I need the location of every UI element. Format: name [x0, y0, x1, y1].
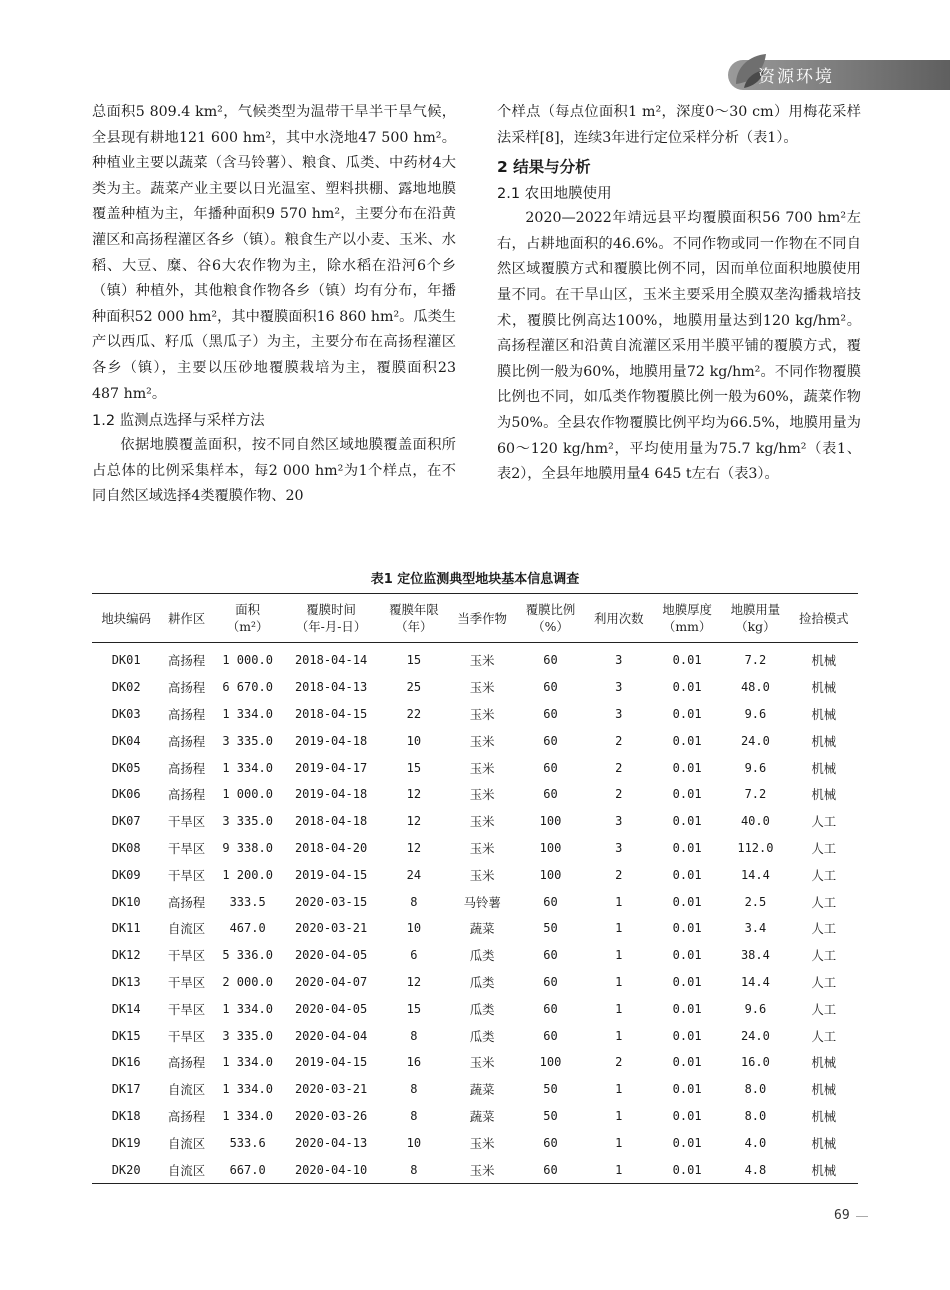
- table-cell: 机械: [811, 1108, 837, 1124]
- table-cell: 0.01: [672, 921, 702, 936]
- table-header-cell: [516, 594, 584, 643]
- table-cell: 1: [615, 1135, 623, 1150]
- table-header-cell: [92, 594, 160, 643]
- table-cell: DK05: [111, 760, 141, 775]
- table-cell: 100: [539, 814, 562, 829]
- table-cell: 2018-04-20: [294, 840, 368, 855]
- table-cell: 玉米: [469, 733, 495, 749]
- table-cell: DK04: [111, 733, 141, 748]
- table-cell: 8.0: [744, 1108, 767, 1123]
- table-cell: 60: [543, 1001, 558, 1016]
- paragraph: 总面积5 809.4 km²，气候类型为温带干旱半干旱气候，全县现有耕地121 600 hm²，其中水浇地47 500 hm²。种植业主要以蔬菜（含马铃薯）、粮食、瓜类、中药材4大类为主。蔬菜产业主要以日光温室、塑料拱棚、露地地膜覆盖种植为主，年播种面积9 570 hm²，主要分布在沿黄灌区和高扬程灌区各乡（镇）。粮食生产以小麦、玉米、水稻、大豆、糜、谷6大农作物为主，除水稻在沿河6个乡（镇）种植外，其他粮食作物各乡（镇）均有分布，年播种面积52 000 hm²，其中覆膜面积16 860 hm²。瓜类生产以西瓜、籽瓜（黑瓜子）为主，主要分布在高扬程灌区各乡（镇），主要以压砂地覆膜栽培为主，覆膜面积23 487 hm²。: [92, 104, 456, 402]
- header-label: 地膜厚度: [662, 602, 712, 617]
- page-number: 69: [834, 1208, 850, 1223]
- table-caption: 表1 定位监测典型地块基本信息调查: [370, 572, 580, 587]
- table-cell: 人工: [811, 867, 837, 883]
- table-cell: 瓜类: [469, 1028, 495, 1044]
- section-header-title: 资源环境: [758, 67, 834, 87]
- table-cell: 1: [615, 974, 623, 989]
- table-cell: 2020-04-04: [294, 1028, 368, 1043]
- right-column: [497, 100, 861, 488]
- table-cell: 333.5: [229, 894, 266, 909]
- table-cell: DK07: [111, 814, 141, 829]
- table-cell: 1: [615, 1028, 623, 1043]
- table-cell: 玉米: [469, 760, 495, 776]
- header-unit: （m²）: [226, 619, 269, 634]
- table-cell: 4.8: [744, 1162, 767, 1177]
- header-label: 覆膜比例: [525, 602, 576, 617]
- table-cell: 高扬程: [167, 1055, 206, 1071]
- table-cell: 3: [615, 814, 623, 829]
- table-cell: DK14: [111, 1001, 141, 1016]
- table-cell: 机械: [811, 1135, 837, 1151]
- table-cell: 5 336.0: [222, 948, 273, 963]
- table-cell: 100: [539, 840, 562, 855]
- table-cell: 15: [406, 653, 422, 668]
- table-cell: 2: [615, 787, 623, 802]
- table-cell: 12: [406, 974, 422, 989]
- header-label: 面积: [235, 602, 261, 617]
- table-cell: 干旱区: [167, 840, 206, 856]
- table-cell: 马铃薯: [463, 894, 501, 910]
- table-cell: 人工: [811, 1028, 837, 1044]
- table-cell: 3 335.0: [222, 733, 273, 748]
- table-cell: 人工: [811, 840, 837, 856]
- table-cell: DK10: [111, 894, 141, 909]
- subsection-heading: 1.2 监测点选择与采样方法: [92, 413, 265, 430]
- table-cell: 1: [615, 921, 623, 936]
- table-cell: 8: [410, 894, 418, 909]
- table-cell: DK17: [111, 1082, 141, 1097]
- table-cell: 0.01: [672, 894, 702, 909]
- header-label: 覆膜年限: [389, 602, 439, 617]
- table-cell: DK15: [111, 1028, 141, 1043]
- table-cell: 10: [406, 733, 422, 748]
- header-label: 捡拾模式: [799, 610, 849, 626]
- table-cell: 24.0: [740, 1028, 770, 1043]
- table-cell: 60: [543, 706, 558, 721]
- table-row: [92, 915, 858, 942]
- header-unit: （kg）: [735, 619, 776, 634]
- table-cell: 人工: [811, 974, 837, 990]
- table-cell: 2020-04-07: [294, 974, 368, 989]
- table-header-cell: [653, 594, 721, 643]
- table-cell: DK12: [111, 948, 141, 963]
- table-cell: 自流区: [167, 1135, 206, 1151]
- table-cell: 2: [615, 1055, 623, 1070]
- table-cell: DK08: [111, 840, 141, 855]
- table-body: [92, 643, 858, 1184]
- table-cell: 8: [410, 1108, 418, 1123]
- table-cell: 60: [543, 894, 558, 909]
- table-cell: 14.4: [740, 867, 770, 882]
- table-cell: 瓜类: [469, 1001, 495, 1017]
- table-cell: 533.6: [229, 1135, 266, 1150]
- table-cell: 40.0: [740, 814, 770, 829]
- table-row: [92, 861, 858, 888]
- table-cell: 38.4: [740, 948, 770, 963]
- table-cell: 机械: [811, 1082, 837, 1098]
- header-label: 地块编码: [101, 610, 151, 626]
- table-cell: 9.6: [744, 1001, 767, 1016]
- table-cell: 1 334.0: [222, 706, 273, 721]
- table-cell: 机械: [811, 1162, 837, 1178]
- table-cell: 干旱区: [167, 948, 206, 964]
- table-cell: 0.01: [672, 787, 702, 802]
- table-cell: 2018-04-15: [294, 706, 368, 721]
- table-cell: 100: [539, 867, 562, 882]
- paragraph: 个样点（每点位面积1 m²，深度0～30 cm）用梅花采样法采样[8]，连续3年进行定位采样分析（表1）。: [497, 104, 861, 146]
- table-cell: 2020-03-15: [294, 894, 368, 909]
- table-cell: 机械: [811, 787, 837, 803]
- table-header-cell: [160, 594, 213, 643]
- table-cell: DK03: [111, 706, 141, 721]
- table-cell: 0.01: [672, 706, 702, 721]
- table-row: [92, 888, 858, 915]
- subsection-heading: 2.1 农田地膜使用: [497, 186, 612, 203]
- header-unit: （年）: [395, 619, 433, 634]
- table-cell: 机械: [811, 680, 837, 696]
- table-cell: 机械: [811, 760, 837, 776]
- table-cell: 2018-04-14: [294, 653, 368, 668]
- table-cell: 1: [615, 948, 623, 963]
- table-row: [92, 754, 858, 781]
- table-cell: 8: [410, 1162, 418, 1177]
- table-cell: DK16: [111, 1055, 141, 1070]
- header-label: 覆膜时间: [306, 602, 356, 617]
- table-cell: 10: [406, 921, 422, 936]
- table-cell: 9 338.0: [222, 840, 273, 855]
- table-header-cell: [585, 594, 653, 643]
- table-cell: 干旱区: [167, 1028, 206, 1044]
- table-header-cell: [380, 594, 448, 643]
- table-cell: 100: [539, 1055, 562, 1070]
- table-cell: 1 334.0: [222, 1108, 273, 1123]
- table-cell: 60: [543, 974, 558, 989]
- table-cell: 0.01: [672, 760, 702, 775]
- table-cell: 玉米: [469, 653, 495, 669]
- table-cell: 2018-04-13: [294, 680, 368, 695]
- table-cell: 2019-04-18: [294, 787, 368, 802]
- header-label: 当季作物: [457, 610, 507, 626]
- table-cell: 6 670.0: [222, 680, 273, 695]
- table-cell: 2019-04-18: [294, 733, 368, 748]
- table-cell: DK11: [111, 921, 141, 936]
- table-cell: DK06: [111, 787, 141, 802]
- table-cell: 2020-03-21: [294, 921, 368, 936]
- table-cell: 1: [615, 1082, 623, 1097]
- table-cell: 3: [615, 653, 623, 668]
- table-cell: 2.5: [744, 894, 767, 909]
- table-row: [92, 727, 858, 754]
- table-row: [92, 1049, 858, 1076]
- table-cell: 自流区: [167, 1162, 206, 1178]
- table-cell: 干旱区: [167, 974, 206, 990]
- table-row: [92, 1022, 858, 1049]
- table-cell: 60: [543, 680, 558, 695]
- table-cell: 玉米: [469, 814, 495, 830]
- table-cell: 2 000.0: [222, 974, 273, 989]
- paragraph: 依据地膜覆盖面积，按不同自然区域地膜覆盖面积所占总体的比例采集样本，每2 000 hm²为1个样点，在不同自然区域选择4类覆膜作物、20: [92, 437, 456, 505]
- table-cell: DK09: [111, 867, 141, 882]
- table-cell: 玉米: [469, 840, 495, 856]
- table-cell: 机械: [811, 653, 837, 669]
- table-header-row: [92, 594, 858, 643]
- table-cell: 干旱区: [167, 1001, 206, 1017]
- table-cell: 14.4: [740, 974, 770, 989]
- header-label: 利用次数: [594, 610, 644, 626]
- table-cell: DK18: [111, 1108, 141, 1123]
- table-cell: 1 000.0: [222, 653, 273, 668]
- table-cell: 2020-03-21: [294, 1082, 368, 1097]
- table-cell: 1: [615, 1108, 623, 1123]
- table-cell: 玉米: [469, 787, 495, 803]
- table-cell: 1: [615, 894, 623, 909]
- table-cell: 7.2: [744, 653, 767, 668]
- table-header-cell: [213, 594, 283, 643]
- table-cell: 112.0: [737, 840, 774, 855]
- header-label: 地膜用量: [730, 602, 781, 617]
- table-row: [92, 1156, 858, 1183]
- table-row: [92, 1103, 858, 1130]
- table-cell: 高扬程: [167, 894, 206, 910]
- table-cell: 高扬程: [167, 1108, 206, 1124]
- table-cell: 2: [615, 760, 623, 775]
- left-column: [92, 100, 456, 510]
- table-cell: 9.6: [744, 760, 767, 775]
- table-cell: 0.01: [672, 1082, 702, 1097]
- table-cell: 0.01: [672, 867, 702, 882]
- table-cell: 机械: [811, 706, 837, 722]
- table-cell: 机械: [811, 1055, 837, 1071]
- table-cell: 2020-04-13: [294, 1135, 368, 1150]
- table-cell: 1 200.0: [222, 867, 273, 882]
- table-cell: 瓜类: [469, 974, 495, 990]
- table-cell: 12: [406, 787, 422, 802]
- table-cell: 0.01: [672, 1055, 702, 1070]
- table-cell: 3: [615, 840, 623, 855]
- table-cell: 蔬菜: [469, 1108, 495, 1124]
- table-cell: 玉米: [469, 706, 495, 722]
- table-cell: 2018-04-18: [294, 814, 368, 829]
- header-unit: （年-月-日）: [295, 619, 367, 634]
- table-cell: 60: [543, 948, 558, 963]
- table-cell: 667.0: [229, 1162, 266, 1177]
- table-row: [92, 808, 858, 835]
- table-cell: 2020-04-05: [294, 948, 368, 963]
- table-cell: 2020-03-26: [294, 1108, 368, 1123]
- table-cell: 60: [543, 1028, 558, 1043]
- table-row: [92, 781, 858, 808]
- table-cell: 60: [543, 787, 558, 802]
- table-cell: 高扬程: [167, 653, 206, 669]
- data-table: [92, 593, 858, 1184]
- section-heading: 2 结果与分析: [497, 158, 591, 177]
- table-cell: 3: [615, 680, 623, 695]
- table-cell: 0.01: [672, 680, 702, 695]
- table-cell: 0.01: [672, 974, 702, 989]
- table-cell: 3 335.0: [222, 1028, 273, 1043]
- table-cell: 1: [615, 1162, 623, 1177]
- table-cell: 人工: [811, 1001, 837, 1017]
- table-cell: 0.01: [672, 1108, 702, 1123]
- table-cell: 2020-04-05: [294, 1001, 368, 1016]
- table-cell: 1 334.0: [222, 1001, 273, 1016]
- table-cell: 干旱区: [167, 867, 206, 883]
- table-cell: 1 334.0: [222, 1055, 273, 1070]
- table-cell: 玉米: [469, 1162, 495, 1178]
- header-unit: （mm）: [662, 619, 712, 634]
- table-cell: 24: [406, 867, 422, 882]
- table-row: [92, 942, 858, 969]
- table-cell: 0.01: [672, 653, 702, 668]
- table-cell: 60: [543, 1162, 558, 1177]
- table-header-cell: [282, 594, 379, 643]
- table-row: [92, 995, 858, 1022]
- table-row: [92, 643, 858, 674]
- table-cell: 玉米: [469, 867, 495, 883]
- table-cell: 4.0: [744, 1135, 767, 1150]
- table-header-cell: [448, 594, 516, 643]
- table-cell: 2020-04-10: [294, 1162, 368, 1177]
- table-cell: 60: [543, 653, 558, 668]
- table-cell: DK02: [111, 680, 141, 695]
- table-header-cell: [790, 594, 858, 643]
- table-cell: 15: [406, 1001, 422, 1016]
- table-cell: 10: [406, 1135, 422, 1150]
- table-cell: 3.4: [744, 921, 767, 936]
- table-cell: 9.6: [744, 706, 767, 721]
- table-cell: 60: [543, 1135, 558, 1150]
- table-cell: 2019-04-17: [294, 760, 368, 775]
- table-cell: 3: [615, 706, 623, 721]
- table-cell: 0.01: [672, 1028, 702, 1043]
- table-cell: 1 000.0: [222, 787, 273, 802]
- table-cell: 15: [406, 760, 422, 775]
- table-cell: 8: [410, 1082, 418, 1097]
- table-cell: 12: [406, 840, 422, 855]
- table-row: [92, 1076, 858, 1103]
- table-cell: 1 334.0: [222, 1082, 273, 1097]
- header-unit: （%）: [532, 619, 569, 634]
- table-cell: 467.0: [229, 921, 266, 936]
- table-cell: 高扬程: [167, 680, 206, 696]
- table-cell: 50: [543, 921, 558, 936]
- table-cell: 8.0: [744, 1082, 767, 1097]
- table-cell: 玉米: [469, 1135, 495, 1151]
- table-cell: 0.01: [672, 948, 702, 963]
- table-cell: 蔬菜: [469, 1082, 495, 1098]
- table-row: [92, 701, 858, 728]
- table-cell: 2019-04-15: [294, 867, 368, 882]
- table-cell: 0.01: [672, 1135, 702, 1150]
- table-cell: 0.01: [672, 814, 702, 829]
- table-row: [92, 674, 858, 701]
- table-cell: 2019-04-15: [294, 1055, 368, 1070]
- table-cell: 0.01: [672, 840, 702, 855]
- table-cell: 人工: [811, 894, 837, 910]
- table-cell: 干旱区: [167, 814, 206, 830]
- table-cell: 16.0: [740, 1055, 770, 1070]
- table-cell: 玉米: [469, 680, 495, 696]
- table-cell: 人工: [811, 921, 837, 937]
- table-row: [92, 1129, 858, 1156]
- table-cell: 高扬程: [167, 733, 206, 749]
- table-row: [92, 969, 858, 996]
- table-cell: 0.01: [672, 1162, 702, 1177]
- table-cell: 60: [543, 760, 558, 775]
- table-cell: 自流区: [167, 1082, 206, 1098]
- table-header-cell: [721, 594, 789, 643]
- table-cell: 25: [406, 680, 422, 695]
- table-cell: 蔬菜: [469, 921, 495, 937]
- table-cell: 60: [543, 733, 558, 748]
- table-cell: 22: [406, 706, 422, 721]
- table-cell: 瓜类: [469, 948, 495, 964]
- header-label: 耕作区: [167, 610, 206, 626]
- table-cell: DK20: [111, 1162, 141, 1177]
- table-cell: 24.0: [740, 733, 770, 748]
- table-cell: DK01: [111, 653, 141, 668]
- table-cell: 0.01: [672, 1001, 702, 1016]
- table-cell: 6: [410, 948, 418, 963]
- table-cell: 8: [410, 1028, 418, 1043]
- table-cell: 12: [406, 814, 422, 829]
- table-cell: 48.0: [740, 680, 770, 695]
- table-row: [92, 835, 858, 862]
- table-cell: 高扬程: [167, 706, 206, 722]
- table-cell: DK19: [111, 1135, 141, 1150]
- table-cell: 0.01: [672, 733, 702, 748]
- table-cell: 玉米: [469, 1055, 495, 1071]
- table-cell: 7.2: [744, 787, 767, 802]
- table-cell: 50: [543, 1082, 558, 1097]
- page-number-rule: [856, 1216, 868, 1217]
- paragraph: 2020—2022年靖远县平均覆膜面积56 700 hm²左右，占耕地面积的46.6%。不同作物或同一作物在不同自然区域覆膜方式和覆膜比例不同，因而单位面积地膜使用量不同。在干旱山区，玉米主要采用全膜双垄沟播栽培技术，覆膜比例高达100%，地膜用量达到120 kg/hm²。高扬程灌区和沿黄自流灌区采用半膜平铺的覆膜方式，覆膜比例一般为60%，地膜用量72 kg/hm²。不同作物覆膜比例也不同，如瓜类作物覆膜比例一般为60%，蔬菜作物为50%。全县农作物覆膜比例平均为66.5%，地膜用量为60～120 kg/hm²，平均使用量为75.7 kg/hm²（表1、表2），全县年地膜用量4 645 t左右（表3）。: [497, 210, 861, 483]
- table-cell: 高扬程: [167, 787, 206, 803]
- table-cell: 机械: [811, 733, 837, 749]
- table-cell: 人工: [811, 948, 837, 964]
- table-cell: 2: [615, 867, 623, 882]
- table-cell: 50: [543, 1108, 558, 1123]
- table-cell: 3 335.0: [222, 814, 273, 829]
- table-cell: 人工: [811, 814, 837, 830]
- table-cell: 1: [615, 1001, 623, 1016]
- table-cell: DK13: [111, 974, 141, 989]
- table-cell: 16: [406, 1055, 422, 1070]
- table-cell: 自流区: [167, 921, 206, 937]
- table-cell: 1 334.0: [222, 760, 273, 775]
- table-cell: 2: [615, 733, 623, 748]
- table-cell: 高扬程: [167, 760, 206, 776]
